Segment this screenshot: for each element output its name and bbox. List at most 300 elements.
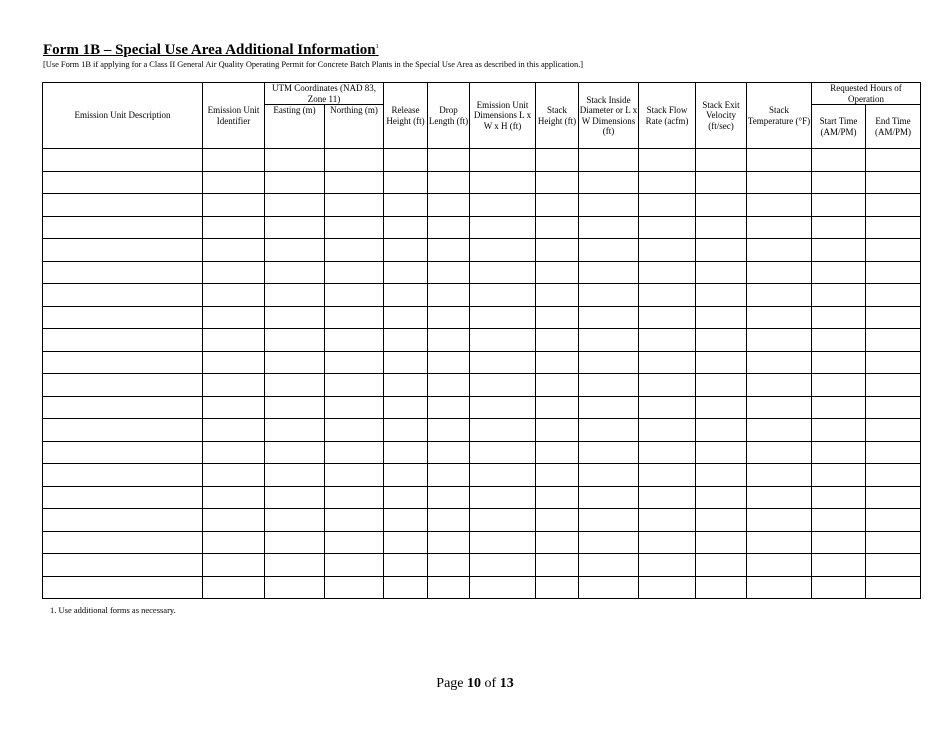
cell-flow-rate[interactable]: [639, 261, 696, 284]
cell-dimensions[interactable]: [470, 171, 536, 194]
cell-northing[interactable]: [325, 396, 384, 419]
cell-stack-height[interactable]: [536, 351, 579, 374]
cell-northing[interactable]: [325, 171, 384, 194]
cell-stack-diameter[interactable]: [579, 554, 639, 577]
header-northing: Northing (m): [325, 105, 384, 149]
cell-description[interactable]: [43, 396, 203, 419]
cell-dimensions[interactable]: [470, 284, 536, 307]
cell-temperature[interactable]: [747, 194, 812, 217]
cell-northing[interactable]: [325, 306, 384, 329]
cell-temperature[interactable]: [747, 374, 812, 397]
cell-start-time[interactable]: [812, 441, 866, 464]
cell-stack-height[interactable]: [536, 149, 579, 172]
cell-northing[interactable]: [325, 441, 384, 464]
cell-exit-velocity[interactable]: [696, 374, 747, 397]
cell-description[interactable]: [43, 329, 203, 352]
cell-exit-velocity[interactable]: [696, 576, 747, 599]
cell-easting[interactable]: [265, 419, 325, 442]
cell-release-height[interactable]: [384, 509, 428, 532]
cell-dimensions[interactable]: [470, 509, 536, 532]
cell-stack-height[interactable]: [536, 419, 579, 442]
cell-identifier[interactable]: [203, 194, 265, 217]
cell-drop-length[interactable]: [428, 329, 470, 352]
cell-northing[interactable]: [325, 576, 384, 599]
cell-description[interactable]: [43, 216, 203, 239]
cell-easting[interactable]: [265, 261, 325, 284]
cell-identifier[interactable]: [203, 351, 265, 374]
cell-release-height[interactable]: [384, 531, 428, 554]
cell-identifier[interactable]: [203, 149, 265, 172]
cell-stack-height[interactable]: [536, 284, 579, 307]
cell-drop-length[interactable]: [428, 351, 470, 374]
cell-stack-height[interactable]: [536, 171, 579, 194]
cell-flow-rate[interactable]: [639, 486, 696, 509]
cell-description[interactable]: [43, 419, 203, 442]
cell-end-time[interactable]: [866, 509, 921, 532]
cell-drop-length[interactable]: [428, 306, 470, 329]
cell-identifier[interactable]: [203, 171, 265, 194]
cell-flow-rate[interactable]: [639, 576, 696, 599]
cell-temperature[interactable]: [747, 531, 812, 554]
cell-temperature[interactable]: [747, 216, 812, 239]
cell-release-height[interactable]: [384, 216, 428, 239]
cell-easting[interactable]: [265, 486, 325, 509]
cell-temperature[interactable]: [747, 419, 812, 442]
cell-stack-height[interactable]: [536, 486, 579, 509]
cell-end-time[interactable]: [866, 531, 921, 554]
cell-description[interactable]: [43, 531, 203, 554]
cell-exit-velocity[interactable]: [696, 261, 747, 284]
cell-end-time[interactable]: [866, 194, 921, 217]
cell-release-height[interactable]: [384, 284, 428, 307]
cell-stack-diameter[interactable]: [579, 171, 639, 194]
cell-end-time[interactable]: [866, 216, 921, 239]
table-row: [43, 419, 921, 442]
cell-description[interactable]: [43, 441, 203, 464]
cell-exit-velocity[interactable]: [696, 531, 747, 554]
cell-northing[interactable]: [325, 216, 384, 239]
cell-dimensions[interactable]: [470, 576, 536, 599]
cell-exit-velocity[interactable]: [696, 171, 747, 194]
cell-easting[interactable]: [265, 576, 325, 599]
cell-northing[interactable]: [325, 374, 384, 397]
cell-release-height[interactable]: [384, 419, 428, 442]
cell-end-time[interactable]: [866, 576, 921, 599]
cell-stack-diameter[interactable]: [579, 464, 639, 487]
cell-identifier[interactable]: [203, 374, 265, 397]
cell-exit-velocity[interactable]: [696, 239, 747, 262]
cell-easting[interactable]: [265, 216, 325, 239]
cell-dimensions[interactable]: [470, 554, 536, 577]
cell-flow-rate[interactable]: [639, 351, 696, 374]
cell-drop-length[interactable]: [428, 531, 470, 554]
cell-exit-velocity[interactable]: [696, 396, 747, 419]
cell-identifier[interactable]: [203, 306, 265, 329]
cell-start-time[interactable]: [812, 486, 866, 509]
cell-drop-length[interactable]: [428, 441, 470, 464]
cell-dimensions[interactable]: [470, 306, 536, 329]
cell-description[interactable]: [43, 351, 203, 374]
cell-drop-length[interactable]: [428, 194, 470, 217]
cell-identifier[interactable]: [203, 509, 265, 532]
cell-easting[interactable]: [265, 329, 325, 352]
cell-stack-height[interactable]: [536, 531, 579, 554]
cell-release-height[interactable]: [384, 464, 428, 487]
table-row: [43, 554, 921, 577]
cell-northing[interactable]: [325, 486, 384, 509]
form-title-text: Form 1B – Special Use Area Additional Information: [43, 42, 376, 58]
cell-release-height[interactable]: [384, 554, 428, 577]
cell-drop-length[interactable]: [428, 576, 470, 599]
cell-drop-length[interactable]: [428, 171, 470, 194]
cell-temperature[interactable]: [747, 239, 812, 262]
cell-start-time[interactable]: [812, 194, 866, 217]
cell-drop-length[interactable]: [428, 284, 470, 307]
cell-temperature[interactable]: [747, 261, 812, 284]
cell-description[interactable]: [43, 149, 203, 172]
cell-start-time[interactable]: [812, 531, 866, 554]
form-instructions: [Use Form 1B if applying for a Class II General Air Quality Operating Permit for Concrete Batch Plants in the Special Use Area as described in this application.]: [43, 60, 584, 69]
page-number: [0, 676, 950, 692]
cell-flow-rate[interactable]: [639, 374, 696, 397]
cell-stack-diameter[interactable]: [579, 329, 639, 352]
cell-start-time[interactable]: [812, 329, 866, 352]
cell-description[interactable]: [43, 239, 203, 262]
cell-stack-diameter[interactable]: [579, 306, 639, 329]
header-easting: Easting (m): [265, 105, 325, 149]
cell-end-time[interactable]: [866, 486, 921, 509]
cell-flow-rate[interactable]: [639, 396, 696, 419]
cell-flow-rate[interactable]: [639, 194, 696, 217]
cell-end-time[interactable]: [866, 149, 921, 172]
emission-unit-table: [42, 82, 921, 599]
cell-easting[interactable]: [265, 374, 325, 397]
cell-northing[interactable]: [325, 419, 384, 442]
cell-start-time[interactable]: [812, 464, 866, 487]
cell-description[interactable]: [43, 284, 203, 307]
cell-identifier[interactable]: [203, 441, 265, 464]
cell-description[interactable]: [43, 194, 203, 217]
cell-stack-diameter[interactable]: [579, 419, 639, 442]
cell-drop-length[interactable]: [428, 149, 470, 172]
cell-end-time[interactable]: [866, 554, 921, 577]
cell-exit-velocity[interactable]: [696, 554, 747, 577]
cell-stack-diameter[interactable]: [579, 194, 639, 217]
cell-stack-height[interactable]: [536, 441, 579, 464]
cell-flow-rate[interactable]: [639, 464, 696, 487]
cell-northing[interactable]: [325, 194, 384, 217]
cell-stack-height[interactable]: [536, 509, 579, 532]
cell-exit-velocity[interactable]: [696, 306, 747, 329]
cell-dimensions[interactable]: [470, 351, 536, 374]
cell-stack-diameter[interactable]: [579, 261, 639, 284]
cell-stack-diameter[interactable]: [579, 149, 639, 172]
cell-stack-diameter[interactable]: [579, 441, 639, 464]
cell-stack-height[interactable]: [536, 576, 579, 599]
cell-exit-velocity[interactable]: [696, 216, 747, 239]
header-release-height: Release Height (ft): [384, 83, 428, 149]
cell-end-time[interactable]: [866, 441, 921, 464]
cell-flow-rate[interactable]: [639, 239, 696, 262]
header-stack-exit-velocity: Stack Exit Velocity (ft/sec): [696, 83, 747, 149]
cell-drop-length[interactable]: [428, 239, 470, 262]
cell-temperature[interactable]: [747, 509, 812, 532]
cell-dimensions[interactable]: [470, 396, 536, 419]
cell-release-height[interactable]: [384, 261, 428, 284]
cell-exit-velocity[interactable]: [696, 194, 747, 217]
cell-release-height[interactable]: [384, 149, 428, 172]
cell-exit-velocity[interactable]: [696, 509, 747, 532]
cell-stack-diameter[interactable]: [579, 284, 639, 307]
cell-drop-length[interactable]: [428, 216, 470, 239]
cell-exit-velocity[interactable]: [696, 486, 747, 509]
cell-end-time[interactable]: [866, 329, 921, 352]
cell-flow-rate[interactable]: [639, 531, 696, 554]
cell-end-time[interactable]: [866, 261, 921, 284]
table-row: [43, 396, 921, 419]
cell-end-time[interactable]: [866, 171, 921, 194]
cell-start-time[interactable]: [812, 149, 866, 172]
cell-stack-diameter[interactable]: [579, 509, 639, 532]
cell-release-height[interactable]: [384, 306, 428, 329]
cell-description[interactable]: [43, 486, 203, 509]
cell-drop-length[interactable]: [428, 509, 470, 532]
header-stack-height: Stack Height (ft): [536, 83, 579, 149]
cell-easting[interactable]: [265, 531, 325, 554]
cell-stack-height[interactable]: [536, 396, 579, 419]
cell-flow-rate[interactable]: [639, 149, 696, 172]
cell-release-height[interactable]: [384, 374, 428, 397]
cell-flow-rate[interactable]: [639, 171, 696, 194]
cell-northing[interactable]: [325, 149, 384, 172]
cell-end-time[interactable]: [866, 464, 921, 487]
header-stack-temperature: Stack Temperature (°F): [747, 83, 812, 149]
cell-dimensions[interactable]: [470, 441, 536, 464]
cell-northing[interactable]: [325, 284, 384, 307]
cell-stack-diameter[interactable]: [579, 351, 639, 374]
cell-temperature[interactable]: [747, 554, 812, 577]
cell-temperature[interactable]: [747, 306, 812, 329]
table-row: [43, 216, 921, 239]
cell-drop-length[interactable]: [428, 419, 470, 442]
cell-end-time[interactable]: [866, 284, 921, 307]
cell-stack-height[interactable]: [536, 261, 579, 284]
cell-end-time[interactable]: [866, 419, 921, 442]
cell-end-time[interactable]: [866, 239, 921, 262]
cell-temperature[interactable]: [747, 486, 812, 509]
cell-easting[interactable]: [265, 351, 325, 374]
cell-start-time[interactable]: [812, 306, 866, 329]
cell-end-time[interactable]: [866, 306, 921, 329]
cell-temperature[interactable]: [747, 464, 812, 487]
cell-drop-length[interactable]: [428, 464, 470, 487]
cell-flow-rate[interactable]: [639, 554, 696, 577]
cell-drop-length[interactable]: [428, 554, 470, 577]
cell-easting[interactable]: [265, 306, 325, 329]
cell-stack-height[interactable]: [536, 194, 579, 217]
cell-description[interactable]: [43, 171, 203, 194]
cell-release-height[interactable]: [384, 576, 428, 599]
cell-temperature[interactable]: [747, 441, 812, 464]
cell-description[interactable]: [43, 509, 203, 532]
cell-stack-diameter[interactable]: [579, 576, 639, 599]
cell-dimensions[interactable]: [470, 194, 536, 217]
cell-dimensions[interactable]: [470, 486, 536, 509]
cell-start-time[interactable]: [812, 351, 866, 374]
cell-flow-rate[interactable]: [639, 329, 696, 352]
cell-easting[interactable]: [265, 396, 325, 419]
cell-start-time[interactable]: [812, 554, 866, 577]
cell-end-time[interactable]: [866, 351, 921, 374]
table-row: [43, 486, 921, 509]
cell-identifier[interactable]: [203, 531, 265, 554]
cell-identifier[interactable]: [203, 261, 265, 284]
table-row: [43, 171, 921, 194]
cell-exit-velocity[interactable]: [696, 149, 747, 172]
cell-dimensions[interactable]: [470, 329, 536, 352]
cell-stack-height[interactable]: [536, 329, 579, 352]
cell-start-time[interactable]: [812, 396, 866, 419]
cell-exit-velocity[interactable]: [696, 441, 747, 464]
cell-dimensions[interactable]: [470, 464, 536, 487]
cell-flow-rate[interactable]: [639, 441, 696, 464]
cell-stack-height[interactable]: [536, 374, 579, 397]
cell-stack-diameter[interactable]: [579, 239, 639, 262]
cell-northing[interactable]: [325, 261, 384, 284]
cell-flow-rate[interactable]: [639, 306, 696, 329]
cell-release-height[interactable]: [384, 351, 428, 374]
cell-dimensions[interactable]: [470, 239, 536, 262]
cell-identifier[interactable]: [203, 576, 265, 599]
header-emission-unit-description: Emission Unit Description: [43, 83, 203, 149]
cell-identifier[interactable]: [203, 554, 265, 577]
cell-stack-height[interactable]: [536, 216, 579, 239]
cell-release-height[interactable]: [384, 329, 428, 352]
cell-easting[interactable]: [265, 464, 325, 487]
cell-release-height[interactable]: [384, 396, 428, 419]
cell-temperature[interactable]: [747, 396, 812, 419]
cell-flow-rate[interactable]: [639, 509, 696, 532]
cell-drop-length[interactable]: [428, 374, 470, 397]
cell-release-height[interactable]: [384, 441, 428, 464]
cell-dimensions[interactable]: [470, 216, 536, 239]
cell-drop-length[interactable]: [428, 486, 470, 509]
cell-temperature[interactable]: [747, 576, 812, 599]
cell-easting[interactable]: [265, 554, 325, 577]
cell-easting[interactable]: [265, 149, 325, 172]
cell-release-height[interactable]: [384, 239, 428, 262]
cell-stack-diameter[interactable]: [579, 486, 639, 509]
cell-easting[interactable]: [265, 171, 325, 194]
cell-stack-diameter[interactable]: [579, 374, 639, 397]
cell-northing[interactable]: [325, 464, 384, 487]
cell-temperature[interactable]: [747, 284, 812, 307]
cell-dimensions[interactable]: [470, 149, 536, 172]
cell-identifier[interactable]: [203, 396, 265, 419]
cell-easting[interactable]: [265, 509, 325, 532]
cell-northing[interactable]: [325, 509, 384, 532]
cell-start-time[interactable]: [812, 374, 866, 397]
table-row: [43, 351, 921, 374]
cell-identifier[interactable]: [203, 284, 265, 307]
cell-temperature[interactable]: [747, 351, 812, 374]
cell-stack-height[interactable]: [536, 306, 579, 329]
cell-identifier[interactable]: [203, 464, 265, 487]
cell-start-time[interactable]: [812, 216, 866, 239]
cell-easting[interactable]: [265, 239, 325, 262]
cell-end-time[interactable]: [866, 396, 921, 419]
cell-exit-velocity[interactable]: [696, 284, 747, 307]
cell-temperature[interactable]: [747, 329, 812, 352]
cell-drop-length[interactable]: [428, 261, 470, 284]
cell-start-time[interactable]: [812, 576, 866, 599]
cell-easting[interactable]: [265, 194, 325, 217]
cell-release-height[interactable]: [384, 171, 428, 194]
cell-stack-diameter[interactable]: [579, 531, 639, 554]
cell-identifier[interactable]: [203, 419, 265, 442]
cell-northing[interactable]: [325, 239, 384, 262]
cell-identifier[interactable]: [203, 329, 265, 352]
cell-easting[interactable]: [265, 441, 325, 464]
cell-description[interactable]: [43, 464, 203, 487]
cell-flow-rate[interactable]: [639, 419, 696, 442]
cell-description[interactable]: [43, 306, 203, 329]
cell-flow-rate[interactable]: [639, 284, 696, 307]
cell-exit-velocity[interactable]: [696, 351, 747, 374]
cell-dimensions[interactable]: [470, 261, 536, 284]
cell-northing[interactable]: [325, 329, 384, 352]
cell-start-time[interactable]: [812, 509, 866, 532]
cell-start-time[interactable]: [812, 419, 866, 442]
cell-exit-velocity[interactable]: [696, 329, 747, 352]
cell-flow-rate[interactable]: [639, 216, 696, 239]
cell-start-time[interactable]: [812, 239, 866, 262]
cell-dimensions[interactable]: [470, 374, 536, 397]
cell-stack-height[interactable]: [536, 554, 579, 577]
cell-dimensions[interactable]: [470, 419, 536, 442]
cell-northing[interactable]: [325, 554, 384, 577]
cell-temperature[interactable]: [747, 171, 812, 194]
cell-identifier[interactable]: [203, 239, 265, 262]
cell-stack-height[interactable]: [536, 464, 579, 487]
cell-description[interactable]: [43, 374, 203, 397]
cell-exit-velocity[interactable]: [696, 464, 747, 487]
cell-dimensions[interactable]: [470, 531, 536, 554]
cell-description[interactable]: [43, 576, 203, 599]
cell-drop-length[interactable]: [428, 396, 470, 419]
cell-exit-velocity[interactable]: [696, 419, 747, 442]
cell-stack-diameter[interactable]: [579, 216, 639, 239]
cell-identifier[interactable]: [203, 486, 265, 509]
cell-stack-diameter[interactable]: [579, 396, 639, 419]
page-total: 13: [499, 676, 514, 691]
cell-description[interactable]: [43, 261, 203, 284]
cell-start-time[interactable]: [812, 171, 866, 194]
cell-start-time[interactable]: [812, 261, 866, 284]
cell-start-time[interactable]: [812, 284, 866, 307]
cell-temperature[interactable]: [747, 149, 812, 172]
cell-release-height[interactable]: [384, 194, 428, 217]
cell-identifier[interactable]: [203, 216, 265, 239]
cell-description[interactable]: [43, 554, 203, 577]
cell-northing[interactable]: [325, 351, 384, 374]
cell-easting[interactable]: [265, 284, 325, 307]
cell-release-height[interactable]: [384, 486, 428, 509]
cell-end-time[interactable]: [866, 374, 921, 397]
table-row: [43, 441, 921, 464]
cell-stack-height[interactable]: [536, 239, 579, 262]
cell-northing[interactable]: [325, 531, 384, 554]
